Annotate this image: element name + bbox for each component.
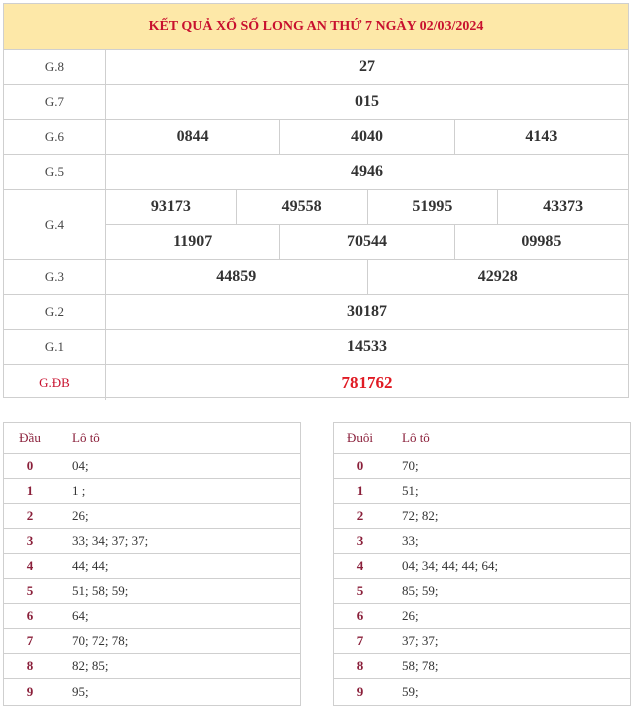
loto-digit: 3 <box>26 533 34 548</box>
prize-row-g6 <box>4 120 628 155</box>
prize-number: 4946 <box>351 163 383 180</box>
prize-row-g5 <box>4 155 628 190</box>
special-prize-label: G.ĐB <box>4 365 106 400</box>
loto-row <box>334 504 630 529</box>
loto-values: 59; <box>402 683 419 699</box>
loto-digit: 5 <box>356 583 364 598</box>
results-title: KẾT QUẢ XỔ SỐ LONG AN THỨ 7 NGÀY 02/03/2024 <box>4 4 628 50</box>
loto-values: 04; <box>72 458 89 473</box>
prize-row-g3 <box>4 260 628 295</box>
prize-row-special <box>4 365 628 400</box>
loto-row <box>334 604 630 629</box>
loto-row <box>4 629 300 654</box>
loto-digit: 4 <box>26 558 34 573</box>
prize-number: 44859 <box>216 268 257 285</box>
loto-values: 33; <box>402 533 419 548</box>
loto-values: 04; 34; 44; 44; 64; <box>402 558 499 573</box>
loto-values: 26; <box>402 608 419 623</box>
loto-header-row <box>334 423 630 454</box>
loto-row <box>4 529 300 554</box>
loto-digit: 1 <box>26 483 34 498</box>
loto-digit: 0 <box>26 458 34 473</box>
prize-number: 49558 <box>236 190 367 224</box>
prize-number: 70544 <box>279 225 453 259</box>
loto-values: 95; <box>72 683 89 699</box>
loto-row <box>4 579 300 604</box>
prize-row-g1 <box>4 330 628 365</box>
loto-digit: 3 <box>356 533 364 548</box>
prize-row-g7 <box>4 85 628 120</box>
loto-row <box>4 679 300 704</box>
loto-digit: 8 <box>356 658 364 673</box>
prize-label: G.4 <box>4 190 106 259</box>
duoi-header: Đuôi <box>347 430 373 445</box>
prize-number: 4040 <box>279 120 453 154</box>
prize-label: G.3 <box>4 260 106 294</box>
prize-number: 43373 <box>497 190 628 224</box>
loto-header-row <box>4 423 300 454</box>
prize-label: G.5 <box>4 155 106 189</box>
loto-digit: 4 <box>356 558 364 573</box>
prize-row-g8 <box>4 50 628 85</box>
loto-digit: 0 <box>356 458 364 473</box>
loto-row <box>334 654 630 679</box>
loto-digit: 2 <box>26 508 34 523</box>
loto-digit: 7 <box>26 633 34 648</box>
prize-number: 14533 <box>347 338 387 355</box>
loto-row <box>4 479 300 504</box>
loto-digit: 6 <box>356 608 364 623</box>
prize-number: 51995 <box>367 190 498 224</box>
loto-values: 70; 72; 78; <box>72 633 129 648</box>
loto-digit: 5 <box>26 583 34 598</box>
loto-row <box>334 579 630 604</box>
loto-values: 44; 44; <box>72 558 109 573</box>
results-table <box>3 3 629 398</box>
loto-values: 70; <box>402 458 419 473</box>
prize-number: 93173 <box>150 198 191 215</box>
loto-values: 33; 34; 37; 37; <box>72 533 149 548</box>
loto-digit: 8 <box>26 658 34 673</box>
loto-row <box>334 679 630 704</box>
loto-row <box>4 604 300 629</box>
loto-values: 58; 78; <box>402 658 439 673</box>
loto-values: 51; <box>402 483 419 498</box>
loto-duoi-table <box>333 422 631 706</box>
prize-number: 30187 <box>347 303 387 320</box>
loto-header: Lô tô <box>72 430 100 445</box>
prize-label: G.7 <box>4 85 106 119</box>
loto-digit: 2 <box>356 508 364 523</box>
loto-row <box>334 554 630 579</box>
prize-label: G.8 <box>4 50 106 84</box>
loto-values: 37; 37; <box>402 633 439 648</box>
loto-digit: 6 <box>26 608 34 623</box>
loto-row <box>334 454 630 479</box>
loto-row <box>334 529 630 554</box>
prize-number: 27 <box>359 58 375 75</box>
prize-row-g2 <box>4 295 628 330</box>
loto-digit: 9 <box>26 683 34 699</box>
prize-number: 09985 <box>454 225 628 259</box>
loto-values: 64; <box>72 608 89 623</box>
prize-number: 015 <box>355 93 379 110</box>
loto-row <box>4 504 300 529</box>
loto-row <box>4 554 300 579</box>
prize-row-g4 <box>4 190 628 260</box>
loto-digit: 9 <box>356 683 364 699</box>
loto-row <box>334 479 630 504</box>
loto-header: Lô tô <box>402 430 430 445</box>
prize-number: 42928 <box>367 260 629 294</box>
prize-label: G.2 <box>4 295 106 329</box>
loto-values: 85; 59; <box>402 583 439 598</box>
prize-number: 4143 <box>454 120 628 154</box>
loto-values: 72; 82; <box>402 508 439 523</box>
loto-digit: 7 <box>356 633 364 648</box>
dau-header: Đầu <box>19 430 41 445</box>
loto-row <box>4 454 300 479</box>
special-prize-number: 781762 <box>341 372 393 392</box>
loto-values: 26; <box>72 508 89 523</box>
loto-row <box>334 629 630 654</box>
loto-digit: 1 <box>356 483 364 498</box>
loto-values: 82; 85; <box>72 658 109 673</box>
prize-label: G.1 <box>4 330 106 364</box>
prize-number: 0844 <box>176 128 209 145</box>
loto-values: 1 ; <box>72 483 86 498</box>
prize-number: 11907 <box>173 233 213 250</box>
loto-row <box>4 654 300 679</box>
prize-label: G.6 <box>4 120 106 154</box>
loto-values: 51; 58; 59; <box>72 583 129 598</box>
loto-dau-table <box>3 422 301 706</box>
